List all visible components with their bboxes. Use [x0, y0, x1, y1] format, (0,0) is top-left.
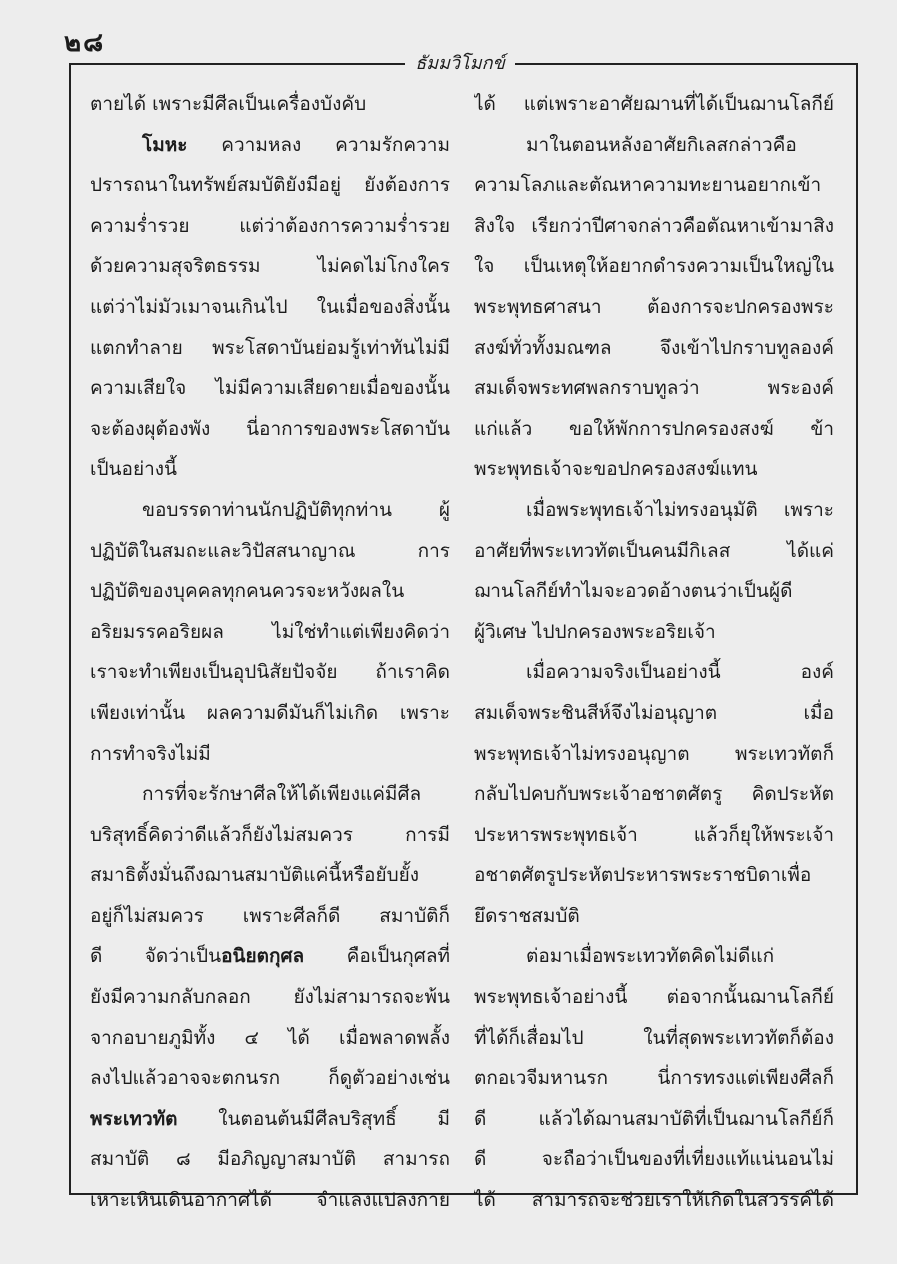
right-text-column: [474, 84, 834, 1221]
text-line: ปฏิบัติในสมถะและวิปัสสนาญาณ การ: [90, 539, 450, 562]
text-line: แต่ว่าไม่มัวเมาจนเกินไป ในเมื่อของสิ่งนั้น: [90, 295, 450, 318]
text-line: ยึดราชสมบัติ: [474, 904, 580, 927]
text-line: กลับไปคบกับพระเจ้าอชาตศัตรู คิดประหัต: [474, 783, 834, 806]
text-line: ตายได้ เพราะมีศีลเป็นเครื่องบังคับ: [90, 93, 367, 115]
text-line: อยู่ก็ไม่สมควร เพราะศีลก็ดี สมาบัติก็: [90, 904, 450, 927]
text-line: เมื่อพระพุทธเจ้าไม่ทรงอนุมัติ เพราะ: [526, 498, 834, 521]
text-line: [90, 125, 450, 166]
bold-term: โมหะ: [142, 133, 188, 156]
text-line: แก่แล้ว ขอให้พักการปกครองสงฆ์ ข้า: [474, 417, 834, 440]
text-line: เราจะทำเพียงเป็นอุปนิสัยปัจจัย ถ้าเราคิด: [90, 661, 450, 684]
text-line: ลงไปแล้วอาจจะตกนรก ก็ดูตัวอย่างเช่น: [90, 1067, 450, 1090]
text-line: ขอบรรดาท่านนักปฏิบัติทุกท่าน ผู้: [142, 498, 450, 521]
text-line: ได้ สามารถจะช่วยเราให้เกิดในสวรรค์ได้: [474, 1189, 834, 1212]
text-line: เพียงเท่านั้น ผลความดีมันก็ไม่เกิด เพราะ: [90, 701, 450, 724]
text-line: สงฆ์ทั่วทั้งมณฑล จึงเข้าไปกราบทูลองค์: [474, 336, 834, 359]
text-line: พระพุทธศาสนา ต้องการจะปกครองพระ: [474, 295, 834, 318]
text-segment: ในตอนต้นมีศีลบริสุทธิ์ มี: [177, 1107, 450, 1130]
text-line: สิงใจ เรียกว่าปีศาจกล่าวคือตัณหาเข้ามาสิง: [474, 214, 834, 237]
text-line: แตกทำลาย พระโสดาบันย่อมรู้เท่าทันไม่มี: [90, 336, 450, 359]
text-line: การทำจริงไม่มี: [90, 742, 211, 765]
text-line: มาในตอนหลังอาศัยกิเลสกล่าวคือ: [526, 133, 797, 156]
bold-term: พระเทวทัต: [90, 1107, 178, 1130]
text-line: สมเด็จพระชินสีห์จึงไม่อนุญาต เมื่อ: [474, 701, 834, 724]
text-line: พระพุทธเจ้าอย่างนี้ ต่อจากนั้นฌานโลกีย์: [474, 986, 834, 1009]
text-segment: ดี จัดว่าเป็น: [90, 945, 222, 968]
page-number: ๒๘: [64, 28, 106, 58]
text-line: เป็นอย่างนี้: [90, 458, 178, 481]
text-line: ปฏิบัติของบุคคลทุกคนควรจะหวังผลใน: [90, 580, 405, 603]
text-line: เหาะเหินเดินอากาศได้ จำแลงแปลงกาย: [90, 1189, 450, 1212]
text-line: อชาตศัตรูประหัตประหารพระราชบิดาเพื่อ: [474, 864, 812, 887]
text-line: พระพุทธเจ้าจะขอปกครองสงฆ์แทน: [474, 458, 758, 481]
text-line: ได้ แต่เพราะอาศัยฌานที่ได้เป็นฌานโลกีย์: [474, 93, 834, 115]
text-line: ความเสียใจ ไม่มีความเสียดายเมื่อของนั้น: [90, 377, 450, 400]
text-line: เมื่อความจริงเป็นอย่างนี้ องค์: [526, 661, 834, 684]
text-line: สมาธิตั้งมั่นถึงฌานสมาบัติแค่นี้หรือยับยั้ง: [90, 864, 420, 887]
text-line: [90, 936, 450, 977]
text-line: ที่ได้ก็เสื่อมไป ในที่สุดพระเทวทัตก็ต้อง: [474, 1026, 834, 1049]
text-line: สมเด็จพระทศพลกราบทูลว่า พระองค์: [474, 377, 834, 400]
text-line: อาศัยที่พระเทวทัตเป็นคนมีกิเลส ได้แค่: [474, 539, 834, 562]
text-line: ตกอเวจีมหานรก นี่การทรงแต่เพียงศีลก็: [474, 1067, 834, 1090]
text-line: บริสุทธิ์คิดว่าดีแล้วก็ยังไม่สมควร การมี: [90, 823, 450, 846]
text-line: ยังมีความกลับกลอก ยังไม่สามารถจะพ้น: [90, 986, 450, 1009]
text-line: พระพุทธเจ้าไม่ทรงอนุญาต พระเทวทัตก็: [474, 742, 834, 765]
text-line: การที่จะรักษาศีลให้ได้เพียงแค่มีศีล: [142, 783, 422, 806]
text-segment: ความหลง ความรักความ: [187, 133, 450, 156]
text-line: ดี จะถือว่าเป็นของที่เที่ยงแท้แน่นอนไม่: [474, 1148, 834, 1171]
text-line: ใจ เป็นเหตุให้อยากดำรงความเป็นใหญ่ใน: [474, 255, 834, 278]
text-line: ความโลภและตัณหาความทะยานอยากเข้า: [474, 174, 822, 197]
left-text-column: [90, 84, 450, 1221]
text-line: จะต้องผุต้องพัง นี่อาการของพระโสดาบัน: [90, 417, 450, 440]
text-line: ความร่ำรวย แต่ว่าต้องการความร่ำรวย: [90, 214, 450, 237]
text-line: ผู้วิเศษ ไปปกครองพระอริยเจ้า: [474, 620, 716, 643]
text-line: ประหารพระพุทธเจ้า แล้วก็ยุให้พระเจ้า: [474, 823, 834, 846]
text-line: ด้วยความสุจริตธรรม ไม่คดไม่โกงใคร: [90, 255, 450, 278]
text-line: ต่อมาเมื่อพระเทวทัตคิดไม่ดีแก่: [526, 945, 775, 968]
text-segment: คือเป็นกุศลที่: [304, 945, 450, 968]
bold-term: อนิยตกุศล: [221, 945, 305, 968]
text-line: สมาบัติ ๘ มีอภิญญาสมาบัติ สามารถ: [90, 1148, 450, 1171]
text-line: ฌานโลกีย์ทำไมจะอวดอ้างตนว่าเป็นผู้ดี: [474, 580, 793, 603]
text-line: [90, 1099, 450, 1140]
text-line: จากอบายภูมิทั้ง ๔ ได้ เมื่อพลาดพลั้ง: [90, 1026, 450, 1049]
text-line: อริยมรรคอริยผล ไม่ใช่ทำแต่เพียงคิดว่า: [90, 620, 450, 643]
running-title: ธัมมวิโมกข์: [405, 48, 515, 77]
text-line: ดี แล้วได้ฌานสมาบัติที่เป็นฌานโลกีย์ก็: [474, 1107, 834, 1130]
text-line: ปรารถนาในทรัพย์สมบัติยังมีอยู่ ยังต้องการ: [90, 174, 450, 197]
